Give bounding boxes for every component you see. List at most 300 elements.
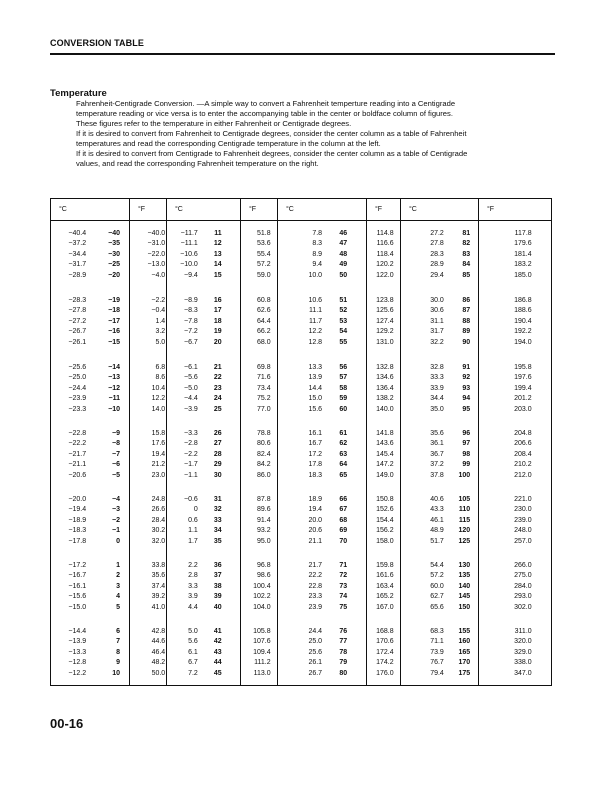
table-row — [51, 603, 551, 613]
converted-value-cell: −13.0 — [147, 261, 166, 269]
converted-value-cell: −1.1 — [184, 471, 198, 479]
converted-value-cell: 239.0 — [514, 516, 532, 524]
center-value-cell: 150 — [458, 603, 471, 611]
converted-value-cell: 40.6 — [430, 496, 444, 503]
converted-value-cell: 18.3 — [308, 471, 323, 479]
table-row — [51, 229, 551, 239]
converted-value-cell: −2.8 — [184, 440, 198, 448]
converted-value-cell: 3.3 — [188, 582, 198, 590]
center-value-cell: 130 — [458, 562, 471, 569]
converted-value-cell: 20.0 — [308, 516, 323, 524]
converted-value-cell: 156.2 — [376, 527, 394, 535]
row-group — [51, 363, 551, 415]
converted-value-cell: −17.8 — [68, 537, 87, 545]
center-value-cell: 100 — [458, 471, 471, 479]
converted-value-cell: 145.4 — [376, 450, 394, 458]
center-value-cell: 43 — [213, 648, 222, 656]
center-value-cell: 97 — [462, 440, 471, 448]
center-value-cell: 7 — [116, 638, 121, 646]
converted-value-cell: 165.2 — [376, 593, 394, 601]
center-value-cell: 10 — [112, 669, 121, 677]
converted-value-cell: 19.4 — [308, 506, 323, 514]
converted-value-cell: 84.2 — [257, 461, 271, 469]
center-value-cell: 36 — [213, 562, 222, 569]
table-row — [51, 571, 551, 581]
center-value-cell: −9 — [112, 430, 121, 437]
center-value-cell: 74 — [339, 593, 348, 601]
converted-value-cell: −28.9 — [68, 271, 87, 279]
center-value-cell: 75 — [339, 603, 348, 611]
converted-value-cell: 71.6 — [257, 374, 271, 382]
center-value-cell: 5 — [116, 603, 121, 611]
converted-value-cell: 60.8 — [257, 297, 271, 304]
center-value-cell: 95 — [462, 405, 471, 413]
center-value-cell: 61 — [339, 430, 348, 437]
center-value-cell: 46 — [339, 230, 348, 237]
center-value-cell: −4 — [112, 496, 121, 503]
center-value-cell: 8 — [116, 648, 121, 656]
converted-value-cell: 65.6 — [430, 603, 444, 611]
converted-value-cell: 75.2 — [257, 395, 271, 403]
center-value-cell: 63 — [339, 450, 348, 458]
center-value-cell: 76 — [339, 628, 348, 635]
converted-value-cell: 32.2 — [430, 338, 444, 346]
converted-value-cell: 266.0 — [514, 562, 532, 569]
converted-value-cell: 16.1 — [308, 430, 323, 437]
center-value-cell: −12 — [108, 384, 121, 392]
converted-value-cell: 79.4 — [430, 669, 444, 677]
converted-value-cell: 347.0 — [514, 669, 532, 677]
converted-value-cell: 1.4 — [155, 317, 166, 325]
center-value-cell: 54 — [339, 328, 348, 336]
converted-value-cell: 76.7 — [430, 659, 444, 667]
center-value-cell: 160 — [458, 638, 471, 646]
column-header: °F — [240, 199, 277, 221]
converted-value-cell: 105.8 — [253, 628, 271, 635]
converted-value-cell: 199.4 — [514, 384, 532, 392]
converted-value-cell: −0.6 — [184, 496, 198, 503]
converted-value-cell: −15.0 — [68, 603, 87, 611]
converted-value-cell: 221.0 — [514, 496, 532, 503]
converted-value-cell: 41.0 — [151, 603, 166, 611]
center-value-cell: −30 — [108, 250, 121, 258]
converted-value-cell: 78.8 — [257, 430, 271, 437]
converted-value-cell: 54.4 — [430, 562, 444, 569]
converted-value-cell: 32.0 — [151, 537, 166, 545]
converted-value-cell: 212.0 — [514, 471, 532, 479]
center-value-cell: −2 — [112, 516, 121, 524]
column-header: °C — [400, 199, 478, 221]
converted-value-cell: 2.2 — [188, 562, 198, 569]
converted-value-cell: 23.0 — [151, 471, 166, 479]
converted-value-cell: 208.4 — [514, 450, 532, 458]
converted-value-cell: 64.4 — [257, 317, 271, 325]
center-value-cell: 85 — [462, 271, 471, 279]
center-value-cell: 72 — [339, 572, 348, 580]
converted-value-cell: 31.1 — [430, 317, 444, 325]
converted-value-cell: 154.4 — [376, 516, 394, 524]
center-value-cell: −16 — [108, 328, 121, 336]
converted-value-cell: −40.4 — [68, 230, 87, 237]
center-value-cell: −14 — [108, 364, 121, 371]
converted-value-cell: 69.8 — [257, 364, 271, 371]
table-row — [51, 439, 551, 449]
intro-line: temperature reading or vice versa is to enter the accompanying table in the center or boldface column of figures. — [76, 109, 453, 118]
center-value-cell: −15 — [108, 338, 121, 346]
converted-value-cell: 73.4 — [257, 384, 271, 392]
center-value-cell: −6 — [112, 461, 121, 469]
table-row — [51, 250, 551, 260]
converted-value-cell: 44.6 — [151, 638, 166, 646]
center-value-cell: 165 — [458, 648, 471, 656]
converted-value-cell: 15.8 — [151, 430, 166, 437]
center-value-cell: 31 — [213, 496, 222, 503]
converted-value-cell: 188.6 — [514, 307, 532, 315]
converted-value-cell: 3.9 — [188, 593, 198, 601]
center-value-cell: 19 — [213, 328, 222, 336]
table-row — [51, 658, 551, 668]
converted-value-cell: 117.8 — [514, 230, 532, 237]
center-value-cell: 120 — [458, 527, 471, 535]
converted-value-cell: 7.2 — [188, 669, 198, 677]
converted-value-cell: 125.6 — [376, 307, 394, 315]
converted-value-cell: 257.0 — [514, 537, 532, 545]
center-value-cell: −20 — [108, 271, 121, 279]
center-value-cell: 59 — [339, 395, 348, 403]
converted-value-cell: −8.3 — [184, 307, 198, 315]
converted-value-cell: 30.2 — [151, 527, 166, 535]
table-row — [51, 669, 551, 679]
section-title: Temperature — [50, 88, 107, 99]
center-value-cell: 25 — [213, 405, 222, 413]
converted-value-cell: −2.2 — [151, 297, 166, 304]
converted-value-cell: −6.7 — [184, 338, 198, 346]
converted-value-cell: 127.4 — [376, 317, 394, 325]
table-row — [51, 363, 551, 373]
converted-value-cell: 37.8 — [430, 471, 444, 479]
table-row — [51, 317, 551, 327]
table-row — [51, 471, 551, 481]
converted-value-cell: 66.2 — [257, 328, 271, 336]
converted-value-cell: −20.0 — [68, 496, 87, 503]
center-value-cell: 155 — [458, 628, 471, 635]
converted-value-cell: 10.6 — [308, 297, 323, 304]
converted-value-cell: 141.8 — [376, 430, 394, 437]
converted-value-cell: 195.8 — [514, 364, 532, 371]
converted-value-cell: 192.2 — [514, 328, 532, 336]
converted-value-cell: 62.6 — [257, 307, 271, 315]
center-value-cell: 14 — [213, 261, 222, 269]
converted-value-cell: 109.4 — [253, 648, 271, 656]
center-value-cell: 60 — [339, 405, 348, 413]
column-header: °C — [277, 199, 366, 221]
center-value-cell: 39 — [213, 593, 222, 601]
converted-value-cell: 10.4 — [151, 384, 166, 392]
converted-value-cell: 62.7 — [430, 593, 444, 601]
converted-value-cell: −22.2 — [68, 440, 87, 448]
converted-value-cell: 96.8 — [257, 562, 271, 569]
converted-value-cell: −24.4 — [68, 384, 87, 392]
table-row — [51, 450, 551, 460]
converted-value-cell: 6.8 — [155, 364, 166, 371]
converted-value-cell: 1.7 — [188, 537, 198, 545]
converted-value-cell: −1.7 — [184, 461, 198, 469]
converted-value-cell: 21.7 — [308, 562, 323, 569]
converted-value-cell: −16.1 — [68, 582, 87, 590]
converted-value-cell: −7.2 — [184, 328, 198, 336]
converted-value-cell: 172.4 — [376, 648, 394, 656]
converted-value-cell: 102.2 — [253, 593, 271, 601]
table-row — [51, 460, 551, 470]
center-value-cell: 30 — [213, 471, 222, 479]
center-value-cell: 3 — [116, 582, 121, 590]
converted-value-cell: 5.6 — [188, 638, 198, 646]
center-value-cell: 81 — [462, 230, 471, 237]
converted-value-cell: 20.6 — [308, 527, 323, 535]
converted-value-cell: 275.0 — [514, 572, 532, 580]
converted-value-cell: 183.2 — [514, 261, 532, 269]
converted-value-cell: 28.9 — [430, 261, 444, 269]
converted-value-cell: 50.0 — [151, 669, 166, 677]
center-value-cell: 52 — [339, 307, 348, 315]
converted-value-cell: −25.6 — [68, 364, 87, 371]
center-value-cell: 64 — [339, 461, 348, 469]
center-value-cell: 35 — [213, 537, 222, 545]
converted-value-cell: 22.8 — [308, 582, 323, 590]
center-value-cell: −3 — [112, 506, 121, 514]
center-value-cell: 50 — [339, 271, 348, 279]
center-value-cell: 9 — [116, 659, 121, 667]
table-row — [51, 239, 551, 249]
converted-value-cell: 159.8 — [376, 562, 394, 569]
converted-value-cell: 122.0 — [376, 271, 394, 279]
page-number: 00-16 — [50, 716, 84, 731]
converted-value-cell: 149.0 — [376, 471, 394, 479]
table-row — [51, 627, 551, 637]
converted-value-cell: 116.6 — [376, 240, 394, 248]
converted-value-cell: 320.0 — [514, 638, 532, 646]
converted-value-cell: 25.6 — [308, 648, 323, 656]
converted-value-cell: −8.9 — [184, 297, 198, 304]
center-value-cell: 105 — [458, 496, 471, 503]
center-value-cell: 84 — [462, 261, 471, 269]
converted-value-cell: 129.2 — [376, 328, 394, 336]
converted-value-cell: 35.0 — [430, 405, 444, 413]
converted-value-cell: 28.4 — [151, 516, 166, 524]
converted-value-cell: 5.0 — [188, 628, 198, 635]
table-row — [51, 592, 551, 602]
converted-value-cell: −10.0 — [180, 261, 198, 269]
converted-value-cell: 10.0 — [308, 271, 323, 279]
center-value-cell: 47 — [339, 240, 348, 248]
converted-value-cell: 17.2 — [308, 450, 323, 458]
center-value-cell: 83 — [462, 250, 471, 258]
center-value-cell: 41 — [213, 628, 222, 635]
table-header-row — [51, 199, 551, 221]
converted-value-cell: −28.3 — [68, 297, 87, 304]
center-value-cell: −13 — [108, 374, 121, 382]
converted-value-cell: 248.0 — [514, 527, 532, 535]
converted-value-cell: 98.6 — [257, 572, 271, 580]
converted-value-cell: −13.3 — [68, 648, 87, 656]
converted-value-cell: 28.3 — [430, 250, 444, 258]
converted-value-cell: 24.8 — [151, 496, 166, 503]
center-value-cell: 66 — [339, 496, 348, 503]
table-row — [51, 260, 551, 270]
center-value-cell: 55 — [339, 338, 348, 346]
center-value-cell: 24 — [213, 395, 222, 403]
converted-value-cell: 68.0 — [257, 338, 271, 346]
converted-value-cell: 150.8 — [376, 496, 394, 503]
intro-line: Fahrenheit-Centigrade Conversion. —A simple way to convert a Fahrenheit temperture reading into a Centigrade — [76, 99, 456, 108]
converted-value-cell: 71.1 — [430, 638, 444, 646]
converted-value-cell: −5.0 — [184, 384, 198, 392]
converted-value-cell: 17.8 — [308, 461, 323, 469]
converted-value-cell: 48.9 — [430, 527, 444, 535]
converted-value-cell: 100.4 — [253, 582, 271, 590]
converted-value-cell: 3.2 — [155, 328, 166, 336]
converted-value-cell: 33.9 — [430, 384, 444, 392]
center-value-cell: 86 — [462, 297, 471, 304]
converted-value-cell: 24.4 — [308, 628, 323, 635]
center-value-cell: 99 — [462, 461, 471, 469]
table-row — [51, 405, 551, 415]
center-value-cell: 135 — [458, 572, 471, 580]
converted-value-cell: 329.0 — [514, 648, 532, 656]
center-value-cell: 34 — [213, 527, 222, 535]
center-value-cell: −5 — [112, 471, 121, 479]
converted-value-cell: −12.8 — [68, 659, 87, 667]
converted-value-cell: 204.8 — [514, 430, 532, 437]
converted-value-cell: 36.7 — [430, 450, 444, 458]
center-value-cell: 90 — [462, 338, 471, 346]
table-row — [51, 306, 551, 316]
center-value-cell: 77 — [339, 638, 348, 646]
converted-value-cell: 107.6 — [253, 638, 271, 646]
converted-value-cell: 25.0 — [308, 638, 323, 646]
converted-value-cell: 206.6 — [514, 440, 532, 448]
center-value-cell: 12 — [213, 240, 222, 248]
converted-value-cell: 37.4 — [151, 582, 166, 590]
column-header: °C — [59, 206, 67, 213]
center-value-cell: 17 — [213, 307, 222, 315]
converted-value-cell: −37.2 — [68, 240, 87, 248]
center-value-cell: 42 — [213, 638, 222, 646]
converted-value-cell: −23.3 — [68, 405, 87, 413]
converted-value-cell: −40.0 — [147, 230, 166, 237]
center-value-cell: 145 — [458, 593, 471, 601]
table-row — [51, 384, 551, 394]
center-value-cell: 140 — [458, 582, 471, 590]
center-value-cell: 38 — [213, 582, 222, 590]
converted-value-cell: 46.4 — [151, 648, 166, 656]
center-value-cell: 67 — [339, 506, 348, 514]
intro-line: If it is desired to convert from Centigrade to Fahrenheit degrees, consider the center column as a table of Centigrade — [76, 149, 468, 158]
converted-value-cell: −12.2 — [68, 669, 87, 677]
converted-value-cell: 59.0 — [257, 271, 271, 279]
converted-value-cell: −13.9 — [68, 638, 87, 646]
converted-value-cell: 11.1 — [308, 307, 323, 315]
table-row — [51, 327, 551, 337]
center-value-cell: 13 — [213, 250, 222, 258]
column-header: °C — [166, 199, 240, 221]
table-row — [51, 505, 551, 515]
intro-line: temperatures and read the corresponding Centigrade temperature in the column at the left. — [76, 139, 381, 148]
center-value-cell: 18 — [213, 317, 222, 325]
converted-value-cell: 80.6 — [257, 440, 271, 448]
intro-line: If it is desired to convert from Fahrenheit to Centigrade degrees, consider the center column as a table of Fahrenheit — [76, 129, 467, 138]
center-value-cell: 21 — [213, 364, 222, 371]
converted-value-cell: −27.2 — [68, 317, 87, 325]
center-value-cell: 2 — [116, 572, 121, 580]
converted-value-cell: 170.6 — [376, 638, 394, 646]
converted-value-cell: 158.0 — [376, 537, 394, 545]
converted-value-cell: 12.2 — [151, 395, 166, 403]
converted-value-cell: 131.0 — [376, 338, 394, 346]
converted-value-cell: 7.8 — [312, 230, 323, 237]
converted-value-cell: −6.1 — [184, 364, 198, 371]
converted-value-cell: −26.7 — [68, 328, 87, 336]
converted-value-cell: 39.2 — [151, 593, 166, 601]
converted-value-cell: 21.1 — [308, 537, 323, 545]
converted-value-cell: 104.0 — [253, 603, 271, 611]
converted-value-cell: 33.8 — [151, 562, 166, 569]
converted-value-cell: 23.3 — [308, 593, 323, 601]
table-row — [51, 296, 551, 306]
converted-value-cell: −11.7 — [180, 230, 198, 237]
converted-value-cell: 33.3 — [430, 374, 444, 382]
converted-value-cell: 68.3 — [430, 628, 444, 635]
center-value-cell: 115 — [458, 516, 471, 524]
center-value-cell: 170 — [458, 659, 471, 667]
table-row — [51, 429, 551, 439]
converted-value-cell: 26.7 — [308, 669, 323, 677]
center-value-cell: 88 — [462, 317, 471, 325]
converted-value-cell: 43.3 — [430, 506, 444, 514]
converted-value-cell: 14.0 — [151, 405, 166, 413]
center-value-cell: 44 — [213, 659, 222, 667]
center-value-cell: −1 — [112, 527, 121, 535]
converted-value-cell: −21.7 — [68, 450, 87, 458]
converted-value-cell: 37.2 — [430, 461, 444, 469]
center-value-cell: 45 — [213, 669, 222, 677]
center-value-cell: 70 — [339, 537, 348, 545]
center-value-cell: −19 — [108, 297, 121, 304]
center-value-cell: −18 — [108, 307, 121, 315]
converted-value-cell: −26.1 — [68, 338, 87, 346]
center-value-cell: 4 — [116, 593, 121, 601]
converted-value-cell: 138.2 — [376, 395, 394, 403]
center-value-cell: 0 — [116, 537, 121, 545]
converted-value-cell: 0.6 — [188, 516, 198, 524]
converted-value-cell: −17.2 — [68, 562, 87, 569]
converted-value-cell: −5.6 — [184, 374, 198, 382]
converted-value-cell: −31.7 — [68, 261, 87, 269]
converted-value-cell: −16.7 — [68, 572, 87, 580]
converted-value-cell: −31.0 — [147, 240, 166, 248]
converted-value-cell: 4.4 — [188, 603, 198, 611]
center-value-cell: 58 — [339, 384, 348, 392]
row-group — [51, 627, 551, 679]
converted-value-cell: −2.2 — [184, 450, 198, 458]
intro-line: These figures refer to the temperature in either Fahrenheit or Centigrade degrees. — [76, 119, 352, 128]
converted-value-cell: −0.4 — [151, 307, 166, 315]
converted-value-cell: 57.2 — [430, 572, 444, 580]
center-value-cell: 96 — [462, 430, 471, 437]
center-value-cell: 89 — [462, 328, 471, 336]
converted-value-cell: 6.1 — [188, 648, 198, 656]
converted-value-cell: 185.0 — [514, 271, 532, 279]
